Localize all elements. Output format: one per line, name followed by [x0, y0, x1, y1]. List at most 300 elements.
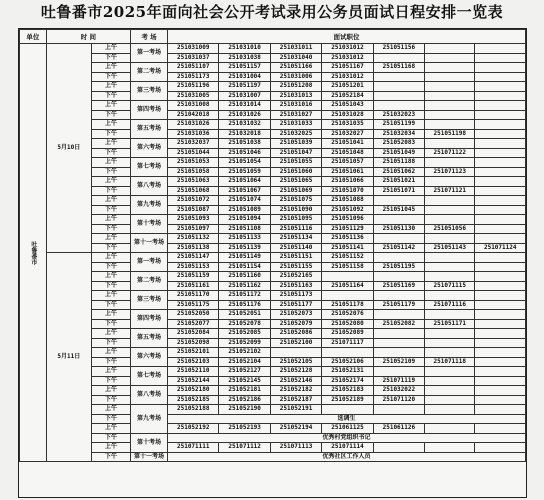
position-code-cell: 251052131 — [322, 367, 373, 377]
position-code-cell: 251051140 — [270, 243, 321, 253]
position-code-cell — [475, 167, 526, 177]
room-cell: 第三考场 — [131, 82, 168, 101]
room-cell: 第六考场 — [131, 139, 168, 158]
position-code-cell: 251051168 — [373, 63, 424, 73]
position-code-cell: 251051049 — [373, 148, 424, 158]
table-row — [20, 405, 526, 415]
session-cell: 下午 — [91, 186, 130, 196]
position-code-cell — [425, 291, 475, 301]
room-cell: 第五考场 — [131, 120, 168, 139]
position-code-cell — [475, 139, 526, 149]
table-row — [20, 452, 526, 462]
position-code-cell: 251051048 — [322, 148, 373, 158]
position-code-cell: 251071115 — [425, 281, 475, 291]
position-code-cell: 251031012 — [322, 72, 373, 82]
position-code-cell — [425, 177, 475, 187]
position-code-cell: 251031038 — [219, 53, 270, 63]
position-code-cell: 251051151 — [270, 253, 321, 263]
position-code-cell: 251051164 — [322, 281, 373, 291]
session-cell: 下午 — [91, 53, 130, 63]
position-code-cell: 251031026 — [219, 110, 270, 120]
position-code-cell — [475, 72, 526, 82]
position-code-cell: 251031036 — [168, 129, 219, 139]
position-code-cell: 251052051 — [219, 310, 270, 320]
position-code-cell: 251031033 — [270, 120, 321, 130]
position-code-cell — [425, 424, 475, 434]
position-code-cell: 251051177 — [270, 300, 321, 310]
position-code-cell — [425, 44, 475, 54]
position-code-cell — [475, 348, 526, 358]
position-code-cell: 251051208 — [270, 82, 321, 92]
position-code-cell: 251051038 — [219, 139, 270, 149]
position-code-cell — [425, 205, 475, 215]
position-code-cell — [425, 405, 475, 415]
position-code-cell — [322, 272, 373, 282]
position-code-cell — [425, 196, 475, 206]
position-code-cell: 251051201 — [322, 82, 373, 92]
position-code-cell: 251051163 — [270, 281, 321, 291]
position-code-cell — [475, 329, 526, 339]
position-code-cell: 251051064 — [219, 177, 270, 187]
position-code-cell: 251052103 — [168, 357, 219, 367]
position-code-cell: 251051133 — [219, 234, 270, 244]
position-code-cell: 251051063 — [168, 177, 219, 187]
room-cell: 第一考场 — [131, 44, 168, 63]
position-code-cell: 251071111 — [168, 443, 219, 453]
position-code-cell: 251052102 — [219, 348, 270, 358]
position-code-cell: 251071124 — [475, 243, 526, 253]
position-code-cell: 251051130 — [373, 224, 424, 234]
session-cell: 下午 — [91, 205, 130, 215]
position-code-cell: 251051169 — [373, 281, 424, 291]
position-code-cell: 251052190 — [219, 405, 270, 415]
session-cell: 上午 — [91, 405, 130, 415]
position-code-cell: 251031040 — [270, 53, 321, 63]
session-cell: 上午 — [91, 386, 130, 396]
position-code-cell: 251052186 — [219, 395, 270, 405]
position-code-cell — [425, 310, 475, 320]
position-code-cell: 251052181 — [219, 386, 270, 396]
position-code-cell: 251051170 — [168, 291, 219, 301]
position-code-cell: 251052079 — [270, 319, 321, 329]
table-row — [20, 414, 526, 424]
position-code-cell: 251052145 — [219, 376, 270, 386]
position-code-cell: 251061125 — [322, 424, 373, 434]
position-code-cell: 251052183 — [322, 386, 373, 396]
position-code-cell: 251051132 — [168, 234, 219, 244]
position-code-cell: 251051062 — [373, 167, 424, 177]
position-code-cell: 251051161 — [168, 281, 219, 291]
position-code-cell: 251052077 — [168, 319, 219, 329]
position-code-cell: 251071113 — [270, 443, 321, 453]
position-code-cell: 251052086 — [270, 329, 321, 339]
header-unit: 单位 — [20, 30, 47, 44]
position-code-cell: 251051088 — [322, 196, 373, 206]
position-code-cell — [373, 338, 424, 348]
position-code-cell: 251052050 — [168, 310, 219, 320]
table-row — [20, 205, 526, 215]
position-code-cell: 251052109 — [373, 357, 424, 367]
position-code-cell: 251051047 — [270, 148, 321, 158]
position-code-cell — [475, 338, 526, 348]
session-cell: 下午 — [91, 281, 130, 291]
position-code-cell: 251051198 — [425, 129, 475, 139]
room-cell: 第一考场 — [131, 253, 168, 272]
position-code-cell — [475, 215, 526, 225]
position-code-cell: 251052192 — [168, 424, 219, 434]
position-code-cell: 251051155 — [270, 262, 321, 272]
position-code-cell — [425, 253, 475, 263]
table-row — [20, 367, 526, 377]
position-code-cell: 251051053 — [168, 158, 219, 168]
table-row — [20, 348, 526, 358]
position-code-cell: 251071114 — [322, 443, 373, 453]
session-cell: 下午 — [91, 376, 130, 386]
position-code-cell — [425, 139, 475, 149]
position-code-cell — [425, 91, 475, 101]
position-code-cell — [425, 63, 475, 73]
position-code-cell: 251051044 — [168, 148, 219, 158]
header-row — [20, 30, 526, 44]
position-code-cell: 251052165 — [270, 272, 321, 282]
position-code-cell: 251071118 — [425, 357, 475, 367]
position-code-cell: 251052185 — [168, 395, 219, 405]
room-cell: 第十一考场 — [131, 234, 168, 253]
position-code-cell: 251032027 — [322, 129, 373, 139]
position-code-cell: 251051060 — [270, 167, 321, 177]
position-code-cell: 251051021 — [373, 177, 424, 187]
position-code-cell: 251052105 — [270, 357, 321, 367]
position-code-cell: 251031007 — [219, 91, 270, 101]
session-cell: 上午 — [91, 443, 130, 453]
table-row — [20, 82, 526, 92]
position-code-cell — [322, 405, 373, 415]
position-code-cell: 251032018 — [219, 129, 270, 139]
position-code-cell: 251031004 — [219, 72, 270, 82]
header-time: 时 间 — [46, 30, 130, 44]
position-code-cell — [475, 253, 526, 263]
position-code-cell: 251051188 — [373, 158, 424, 168]
table-row — [20, 158, 526, 168]
position-code-cell: 251052110 — [168, 367, 219, 377]
position-code-cell — [373, 234, 424, 244]
position-code-cell — [425, 120, 475, 130]
position-code-cell — [475, 53, 526, 63]
position-code-cell: 251051096 — [322, 215, 373, 225]
position-code-cell — [373, 348, 424, 358]
position-code-cell: 251031008 — [168, 101, 219, 111]
position-code-cell: 251052076 — [322, 310, 373, 320]
position-code-cell: 251052101 — [168, 348, 219, 358]
table-row — [20, 329, 526, 339]
position-code-cell — [475, 424, 526, 434]
table-row — [20, 44, 526, 54]
position-code-cell: 251051057 — [322, 158, 373, 168]
position-code-cell: 251051075 — [270, 196, 321, 206]
position-code-cell: 251052073 — [270, 310, 321, 320]
position-code-cell: 251051097 — [168, 224, 219, 234]
table-row — [20, 395, 526, 405]
position-code-cell — [425, 234, 475, 244]
position-code-cell: 251051065 — [270, 177, 321, 187]
position-code-cell — [475, 310, 526, 320]
session-cell: 上午 — [91, 158, 130, 168]
room-cell: 第十一考场 — [131, 452, 168, 462]
position-code-cell: 251071119 — [373, 376, 424, 386]
position-code-cell: 251052085 — [219, 329, 270, 339]
position-code-cell: 251051195 — [373, 262, 424, 272]
position-code-cell: 251042018 — [168, 110, 219, 120]
session-cell: 上午 — [91, 139, 130, 149]
table-row — [20, 110, 526, 120]
position-code-cell: 251052099 — [219, 338, 270, 348]
table-row — [20, 291, 526, 301]
position-code-cell: 251052180 — [168, 386, 219, 396]
position-code-cell — [475, 262, 526, 272]
table-row — [20, 177, 526, 187]
position-code-cell: 251051066 — [322, 177, 373, 187]
position-code-cell: 251051087 — [168, 205, 219, 215]
table-row — [20, 186, 526, 196]
position-code-cell: 251052104 — [219, 357, 270, 367]
position-code-cell: 251051093 — [168, 215, 219, 225]
table-row — [20, 139, 526, 149]
session-cell: 下午 — [91, 91, 130, 101]
position-code-cell: 251052191 — [270, 405, 321, 415]
position-code-cell: 251051134 — [270, 234, 321, 244]
category-note: 优秀社区工作人员 — [168, 452, 526, 462]
room-cell: 第二考场 — [131, 63, 168, 82]
session-cell: 下午 — [91, 357, 130, 367]
position-code-cell — [373, 82, 424, 92]
session-cell: 下午 — [91, 72, 130, 82]
position-code-cell: 251051043 — [322, 101, 373, 111]
position-code-cell — [425, 348, 475, 358]
table-row — [20, 234, 526, 244]
position-code-cell: 251031009 — [168, 44, 219, 54]
position-code-cell: 251051041 — [322, 139, 373, 149]
unit-cell: 吐鲁番市 — [20, 44, 47, 462]
table-row — [20, 243, 526, 253]
header-positions: 面试职位 — [168, 30, 526, 44]
position-code-cell: 251051070 — [322, 186, 373, 196]
position-code-cell: 251052098 — [168, 338, 219, 348]
position-code-cell: 251031014 — [219, 101, 270, 111]
position-code-cell: 251051159 — [168, 272, 219, 282]
room-cell: 第六考场 — [131, 348, 168, 367]
position-code-cell — [373, 53, 424, 63]
session-cell: 下午 — [91, 319, 130, 329]
position-code-cell — [475, 272, 526, 282]
position-code-cell: 251051138 — [168, 243, 219, 253]
position-code-cell: 251051045 — [373, 205, 424, 215]
table-row — [20, 310, 526, 320]
position-code-cell — [425, 386, 475, 396]
table-row — [20, 386, 526, 396]
position-code-cell — [475, 443, 526, 453]
session-cell: 上午 — [91, 272, 130, 282]
session-cell: 下午 — [91, 167, 130, 177]
position-code-cell: 251071123 — [425, 167, 475, 177]
position-code-cell: 251052182 — [270, 386, 321, 396]
room-cell: 第四考场 — [131, 310, 168, 329]
position-code-cell: 251051160 — [219, 272, 270, 282]
table-row — [20, 63, 526, 73]
room-cell: 第九考场 — [131, 196, 168, 215]
position-code-cell: 251051166 — [270, 63, 321, 73]
session-cell: 上午 — [91, 44, 130, 54]
position-code-cell — [475, 386, 526, 396]
session-cell: 下午 — [91, 433, 130, 443]
position-code-cell: 251051156 — [373, 44, 424, 54]
position-code-cell: 251031013 — [270, 91, 321, 101]
position-code-cell: 251071120 — [373, 395, 424, 405]
position-code-cell: 251051154 — [219, 262, 270, 272]
session-cell: 上午 — [91, 348, 130, 358]
position-code-cell: 251051061 — [322, 167, 373, 177]
date-cell: 5月11日 — [46, 253, 91, 462]
position-code-cell: 251071112 — [219, 443, 270, 453]
position-code-cell — [425, 72, 475, 82]
position-code-cell: 251051175 — [168, 300, 219, 310]
session-cell: 上午 — [91, 329, 130, 339]
position-code-cell: 251052193 — [219, 424, 270, 434]
position-code-cell — [322, 291, 373, 301]
position-code-cell: 251051116 — [270, 224, 321, 234]
position-code-cell: 251052187 — [270, 395, 321, 405]
position-code-cell: 251051058 — [168, 167, 219, 177]
room-cell: 第八考场 — [131, 177, 168, 196]
position-code-cell: 251031010 — [219, 44, 270, 54]
room-cell: 第八考场 — [131, 386, 168, 405]
position-code-cell — [425, 395, 475, 405]
position-code-cell — [425, 376, 475, 386]
position-code-cell: 251032034 — [373, 129, 424, 139]
position-code-cell: 251052084 — [168, 329, 219, 339]
table-row — [20, 443, 526, 453]
position-code-cell: 251052188 — [168, 405, 219, 415]
position-code-cell: 251032022 — [373, 386, 424, 396]
position-code-cell: 251051173 — [270, 291, 321, 301]
position-code-cell: 251052127 — [219, 367, 270, 377]
position-code-cell: 251051162 — [219, 281, 270, 291]
position-code-cell — [425, 329, 475, 339]
position-code-cell: 251032037 — [168, 139, 219, 149]
position-code-cell: 251051094 — [219, 215, 270, 225]
position-code-cell — [373, 215, 424, 225]
position-code-cell — [475, 63, 526, 73]
position-code-cell: 251031005 — [168, 91, 219, 101]
room-cell: 第三考场 — [131, 291, 168, 310]
position-code-cell: 251051196 — [168, 82, 219, 92]
position-code-cell — [475, 291, 526, 301]
position-code-cell: 251051173 — [168, 72, 219, 82]
position-code-cell — [475, 205, 526, 215]
position-code-cell: 251051149 — [219, 253, 270, 263]
position-code-cell — [425, 82, 475, 92]
position-code-cell — [373, 101, 424, 111]
position-code-cell: 251052194 — [270, 424, 321, 434]
position-code-cell — [475, 82, 526, 92]
position-code-cell: 251051172 — [219, 291, 270, 301]
table-row — [20, 357, 526, 367]
session-cell: 下午 — [91, 300, 130, 310]
session-cell: 下午 — [91, 395, 130, 405]
position-code-cell — [373, 253, 424, 263]
position-code-cell — [475, 357, 526, 367]
room-cell: 第四考场 — [131, 101, 168, 120]
position-code-cell — [475, 110, 526, 120]
session-cell: 上午 — [91, 196, 130, 206]
table-row — [20, 91, 526, 101]
position-code-cell: 251051141 — [322, 243, 373, 253]
position-code-cell: 251032023 — [373, 110, 424, 120]
position-code-cell — [475, 281, 526, 291]
position-code-cell: 251051056 — [425, 224, 475, 234]
position-code-cell — [475, 129, 526, 139]
position-code-cell: 251052083 — [373, 139, 424, 149]
position-code-cell — [425, 215, 475, 225]
position-code-cell — [425, 101, 475, 111]
position-code-cell: 251051147 — [168, 253, 219, 263]
position-code-cell: 251031006 — [270, 72, 321, 82]
session-cell: 上午 — [91, 177, 130, 187]
position-code-cell — [475, 234, 526, 244]
session-cell: 下午 — [91, 452, 130, 462]
table-row — [20, 424, 526, 434]
session-cell: 下午 — [91, 224, 130, 234]
category-note: 优秀村党组织书记 — [168, 433, 526, 443]
position-code-cell: 251051197 — [219, 82, 270, 92]
position-code-cell — [425, 262, 475, 272]
room-cell: 第七考场 — [131, 367, 168, 386]
position-code-cell: 251071117 — [322, 338, 373, 348]
position-code-cell — [475, 405, 526, 415]
position-code-cell: 251051152 — [322, 253, 373, 263]
position-code-cell: 251051067 — [219, 186, 270, 196]
table-row — [20, 196, 526, 206]
position-code-cell — [475, 319, 526, 329]
position-code-cell — [475, 376, 526, 386]
header-room: 考 场 — [131, 30, 168, 44]
position-code-cell: 251051054 — [219, 158, 270, 168]
position-code-cell: 251052080 — [322, 319, 373, 329]
position-code-cell: 251051046 — [219, 148, 270, 158]
position-code-cell: 251031016 — [270, 101, 321, 111]
position-code-cell: 251052106 — [322, 357, 373, 367]
position-code-cell — [373, 291, 424, 301]
position-code-cell — [475, 196, 526, 206]
position-code-cell: 251051074 — [219, 196, 270, 206]
room-cell: 第九考场 — [131, 405, 168, 434]
table-row — [20, 376, 526, 386]
position-code-cell: 251052078 — [219, 319, 270, 329]
position-code-cell: 251052146 — [270, 376, 321, 386]
table-row — [20, 319, 526, 329]
table-row — [20, 433, 526, 443]
position-code-cell: 251051167 — [322, 63, 373, 73]
table-row — [20, 272, 526, 282]
position-code-cell: 251051143 — [425, 243, 475, 253]
session-cell: 上午 — [91, 101, 130, 111]
position-code-cell — [425, 110, 475, 120]
position-code-cell: 251052144 — [168, 376, 219, 386]
position-code-cell — [373, 72, 424, 82]
position-code-cell — [373, 310, 424, 320]
session-cell: 上午 — [91, 82, 130, 92]
position-code-cell — [475, 224, 526, 234]
session-cell: 上午 — [91, 291, 130, 301]
